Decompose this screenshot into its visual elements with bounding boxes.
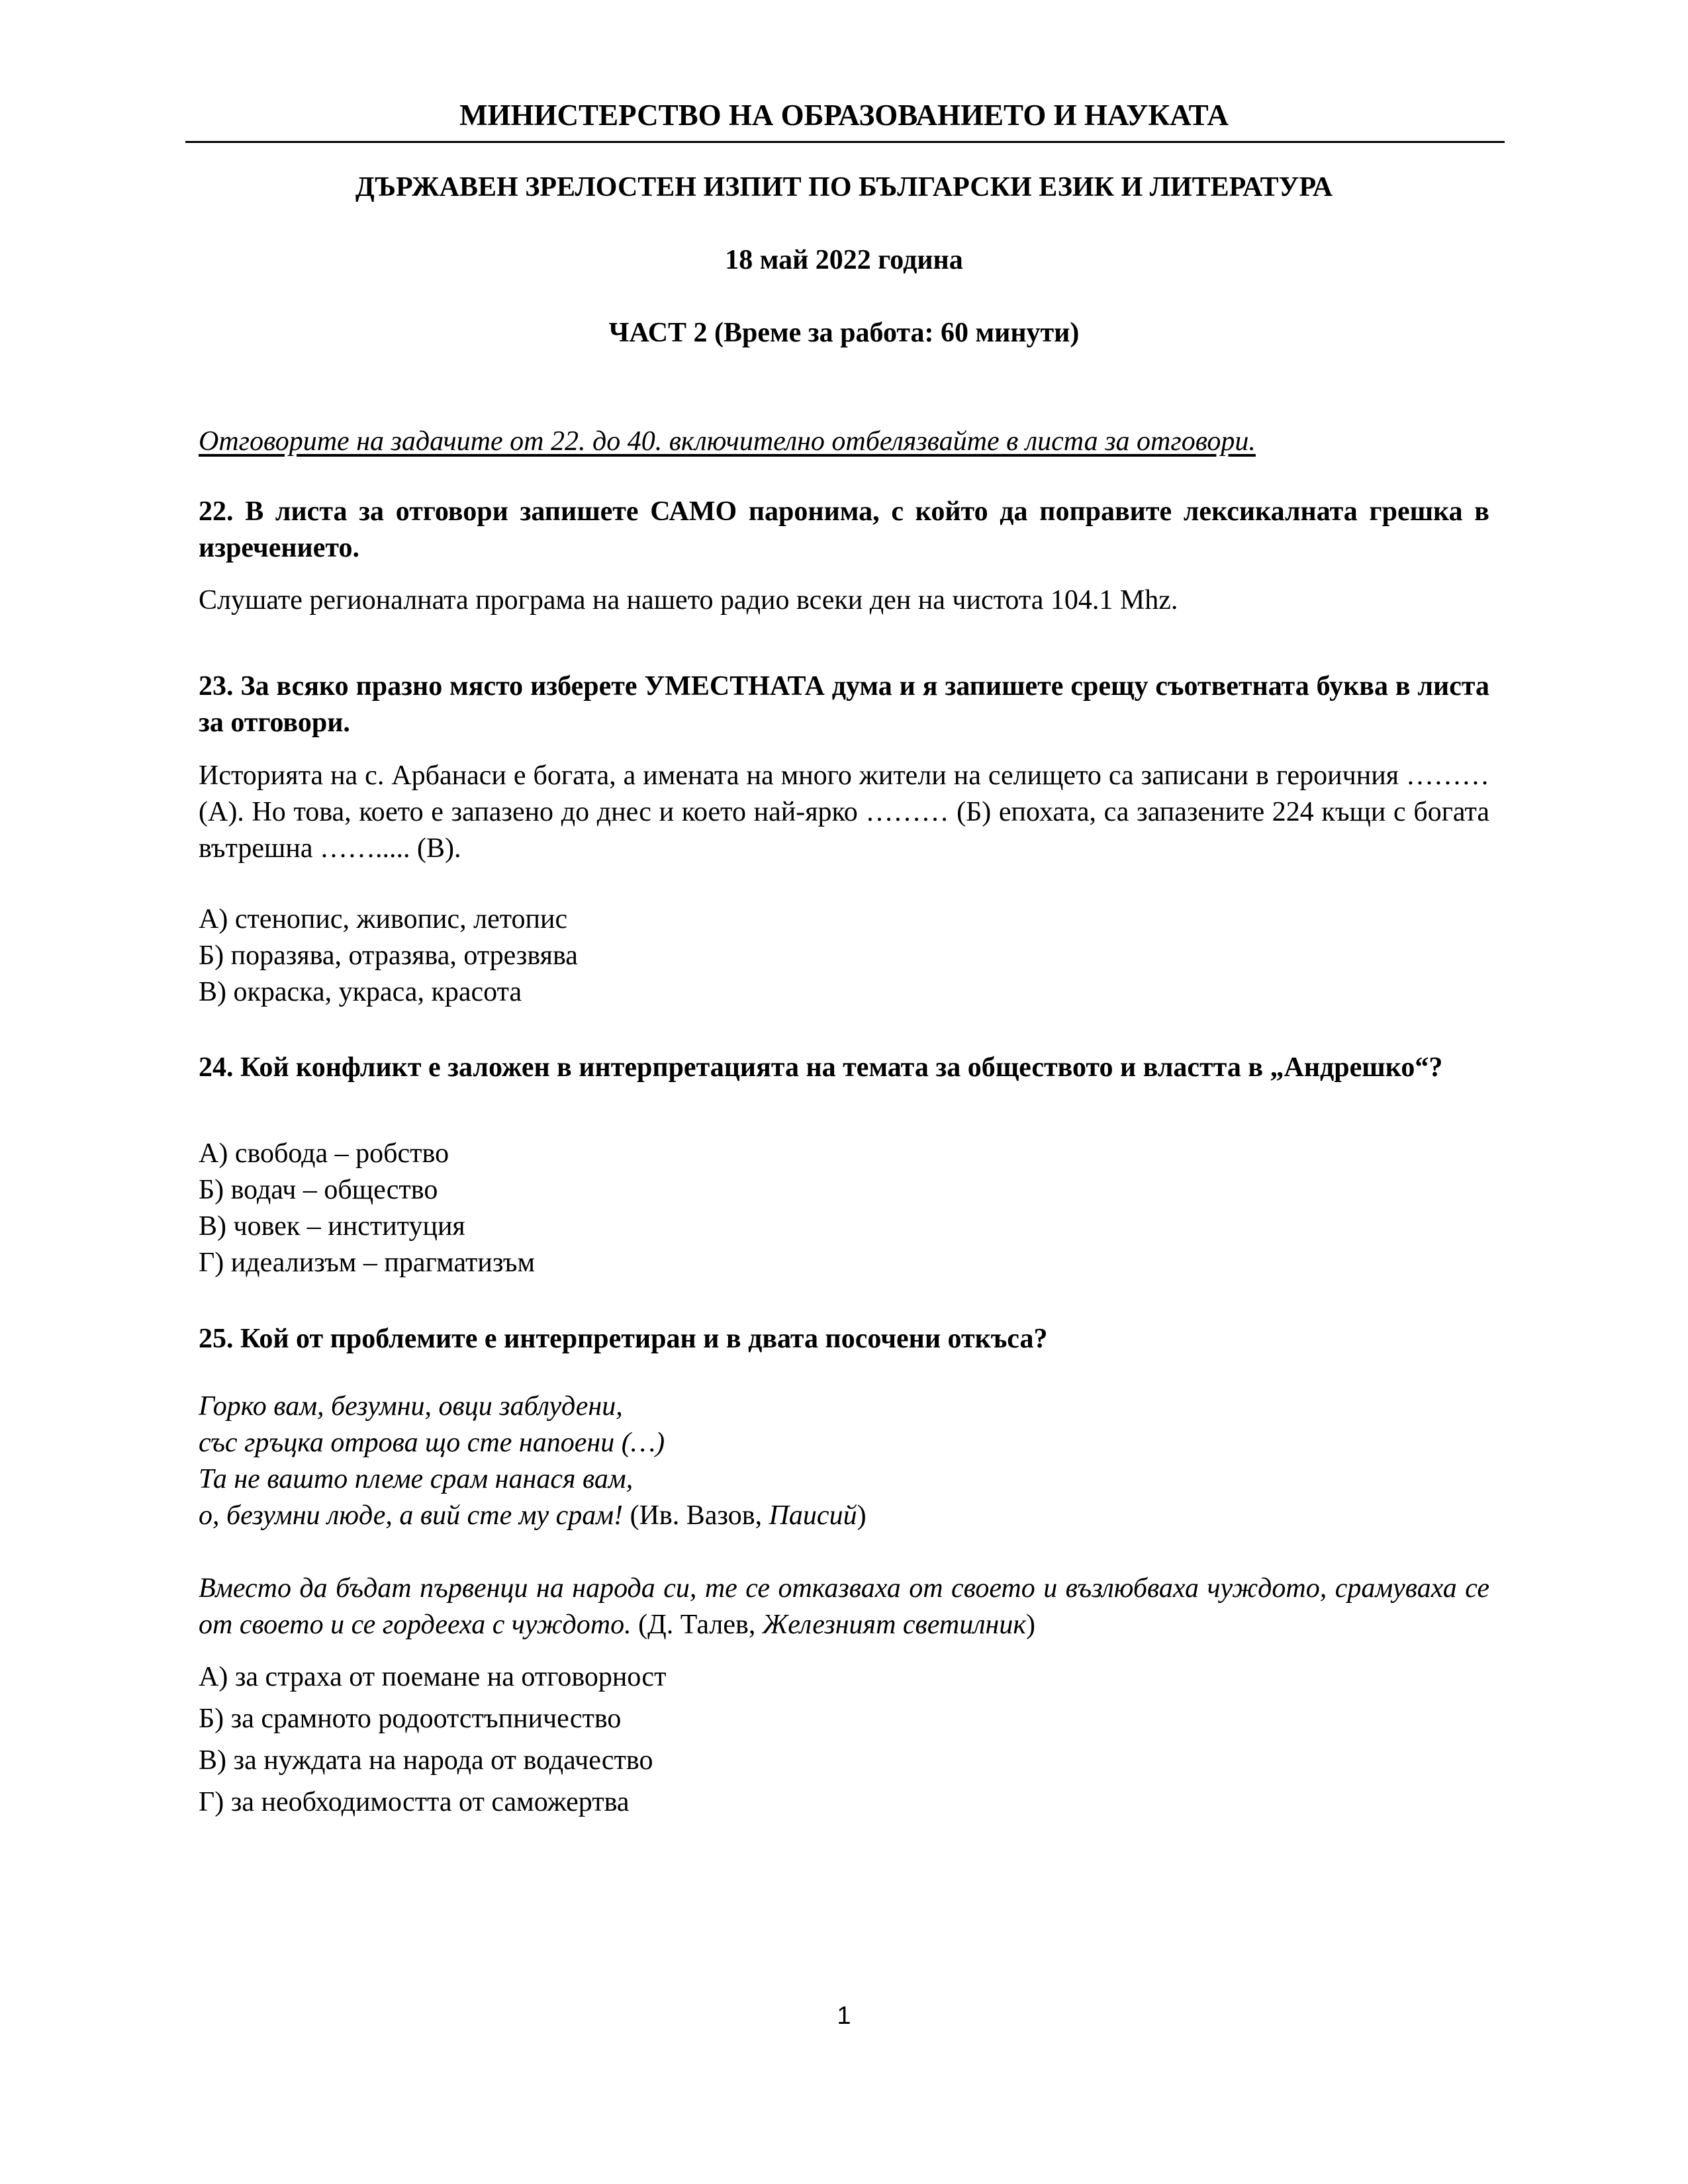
prose-work: Железният светилник — [762, 1610, 1026, 1640]
question-25: 25. Кой от проблемите е интерпретиран и в двата посочени откъса? — [199, 1324, 1048, 1354]
option-d: Г) идеализъм – прагматизъм — [199, 1248, 536, 1278]
option-c: В) човек – институция — [199, 1211, 465, 1242]
exam-title: ДЪРЖАВЕН ЗРЕЛОСТЕН ИЗПИТ ПО БЪЛГАРСКИ ЕЗИК И ЛИТЕРАТУРА — [355, 172, 1333, 203]
ministry-heading: МИНИСТЕРСТВО НА ОБРАЗОВАНИЕТО И НАУКАТА — [459, 99, 1229, 132]
option-a: А) свобода – робство — [199, 1138, 449, 1169]
page-number: 1 — [837, 2002, 851, 2030]
question-23-options — [199, 901, 1489, 1011]
question-23-text: Историята на с. Арбанаси е богата, а имената на много жители на селището са записани в героичния ……… (А). Но това, което е запазено до днес и което най-ярко ……… (Б) епохата, са запазените 224 къщи с богата вътрешна ……..... (В). — [199, 760, 1489, 864]
poem-line: със гръцка отрова що сте напоени (…) — [199, 1428, 665, 1458]
poem-line: о, безумни люде, а вий сте му срам! — [199, 1500, 624, 1531]
prose-text: Вместо да бъдат първенци на народа си, те се отказваха от своето и възлюбваха чуждото, срамуваха се от своето и се гордееха с чуждото. — [199, 1573, 1489, 1640]
prose-close: ) — [1026, 1610, 1035, 1640]
question-25-options — [199, 1657, 1489, 1823]
poem-author: (Ив. Вазов, — [630, 1500, 763, 1531]
question-22-sentence: Слушате регионалната програма на нашето радио всеки ден на чистота 104.1 Mhz. — [199, 585, 1178, 615]
question-24-options — [199, 1136, 1489, 1281]
option-a: А) за страха от поемане на отговорност — [199, 1662, 667, 1692]
exam-part: ЧАСТ 2 (Време за работа: 60 минути) — [608, 318, 1080, 348]
exam-date: 18 май 2022 година — [725, 245, 963, 275]
question-24: 24. Кой конфликт е заложен в интерпретацията на темата за обществото и властта в „Андрешко“? — [199, 1052, 1443, 1083]
instruction: Отговорите на задачите от 22. до 40. включително отбелязвайте в листа за отговори. — [199, 426, 1256, 457]
poem-line: Та не вашто племе срам нанася вам, — [199, 1464, 633, 1494]
poem-excerpt — [199, 1388, 1489, 1534]
option-a: А) стенопис, живопис, летопис — [199, 904, 568, 934]
option-b: Б) водач – общество — [199, 1175, 438, 1205]
header-rule — [185, 141, 1505, 143]
option-b: Б) поразява, отразява, отрезвява — [199, 940, 578, 971]
option-c: В) окраска, украса, красота — [199, 977, 522, 1007]
option-c: В) за нуждата на народа от водачество — [199, 1745, 653, 1776]
question-23: 23. За всяко празно място изберете УМЕСТНАТА дума и я запишете срещу съответната буква в листа за отговори. — [199, 671, 1489, 738]
poem-last-line — [199, 1498, 1489, 1534]
question-22: 22. В листа за отговори запишете САМО паронима, с който да поправите лексикалната грешка в изречението. — [199, 496, 1489, 563]
prose-excerpt — [199, 1570, 1489, 1643]
poem-close: ) — [857, 1500, 867, 1531]
option-b: Б) за срамното родоотстъпничество — [199, 1704, 622, 1734]
prose-author: (Д. Талев, — [638, 1610, 756, 1640]
poem-work: Паисий — [769, 1500, 857, 1531]
option-d: Г) за необходимостта от саможертва — [199, 1787, 630, 1817]
poem-line: Горко вам, безумни, овци заблудени, — [199, 1391, 623, 1422]
